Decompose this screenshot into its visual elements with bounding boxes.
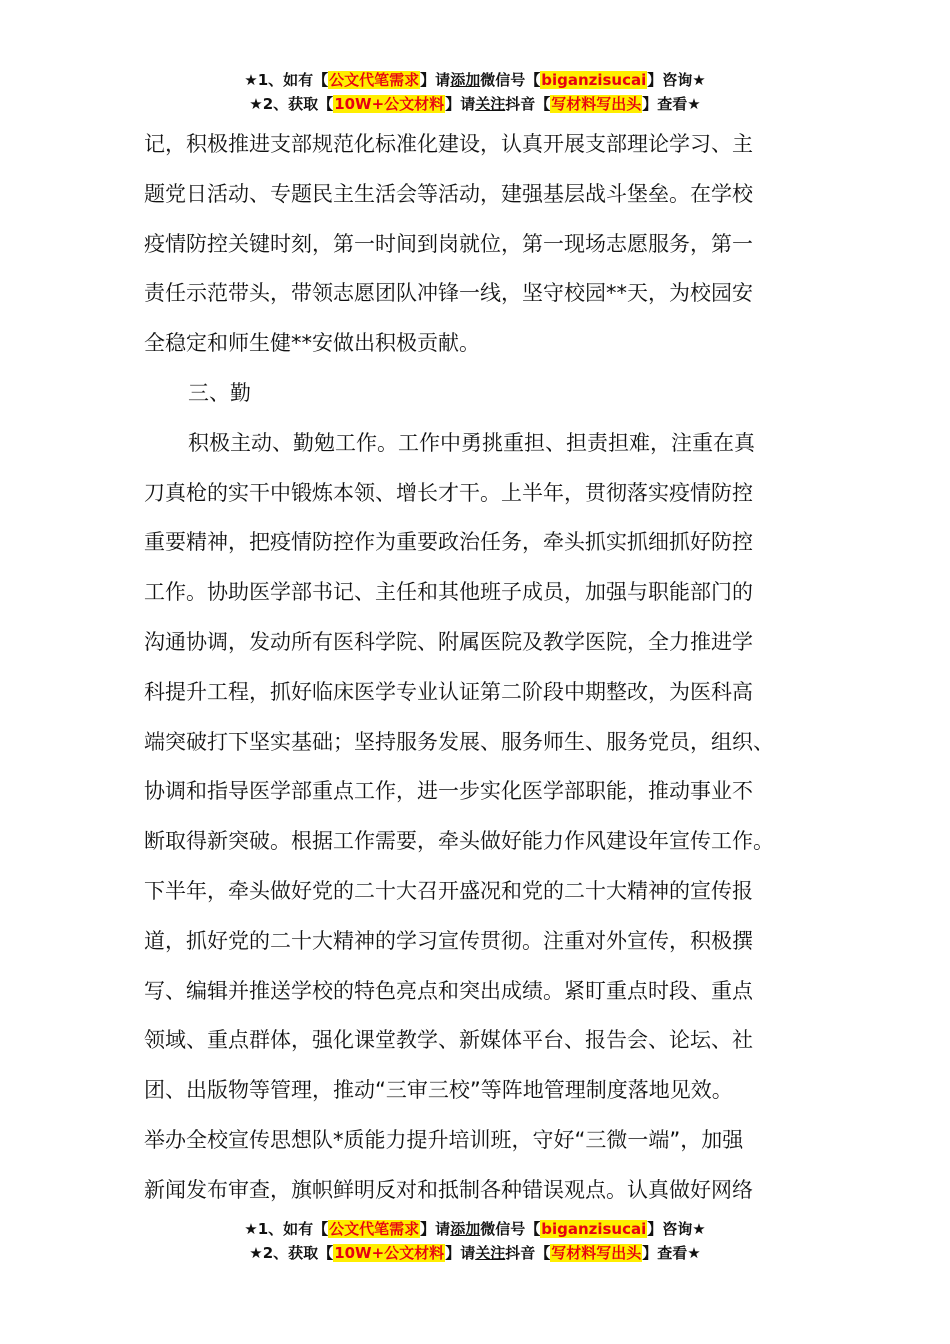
body-line: 协调和指导医学部重点工作，进一步实化医学部职能，推动事业不 bbox=[144, 779, 753, 804]
banner-highlight: biganzisucai bbox=[541, 71, 647, 89]
banner-highlight: 公文代笔需求 bbox=[329, 71, 420, 89]
section-heading: 三、勤 bbox=[188, 380, 251, 405]
banner-line-1 bbox=[0, 1217, 950, 1241]
body-line: 写、编辑并推送学校的特色亮点和突出成绩。紧盯重点时段、重点 bbox=[144, 978, 753, 1003]
body-line: 记，积极推进支部规范化标准化建设，认真开展支部理论学习、主 bbox=[144, 132, 753, 156]
body-line: 新闻发布审查，旗帜鲜明反对和抵制各种错误观点。认真做好网络 bbox=[144, 1177, 753, 1202]
body-line: 责任示范带头，带领志愿团队冲锋一线，坚守校园**天，为校园安 bbox=[144, 281, 753, 306]
banner-highlight: biganzisucai bbox=[541, 1220, 647, 1238]
banner-text: 】查看★ bbox=[642, 1244, 701, 1262]
banner-text: 】查看★ bbox=[642, 95, 701, 113]
footer-banner bbox=[0, 1217, 950, 1265]
body-line: 疫情防控关键时刻，第一时间到岗就位，第一现场志愿服务，第一 bbox=[144, 231, 753, 256]
body-line: 领域、重点群体，强化课堂教学、新媒体平台、报告会、论坛、社 bbox=[144, 1028, 753, 1053]
banner-highlight: 写材料写出头 bbox=[551, 1244, 642, 1262]
banner-underline-text: 关注 bbox=[475, 95, 506, 113]
body-line: 下半年，牵头做好党的二十大召开盛况和党的二十大精神的宣传报 bbox=[144, 878, 753, 903]
body-line: 全稳定和师生健**安做出积极贡献。 bbox=[144, 331, 480, 356]
body-line: 沟通协调，发动所有医科学院、附属医院及教学医院，全力推进学 bbox=[144, 629, 753, 654]
banner-line-2 bbox=[0, 92, 950, 116]
banner-text: 微信号【 bbox=[480, 1220, 541, 1238]
body-line: 题党日活动、专题民主生活会等活动，建强基层战斗堡垒。在学校 bbox=[144, 181, 753, 206]
banner-text: 】咨询★ bbox=[647, 1220, 706, 1238]
banner-text: 】请 bbox=[420, 71, 451, 89]
banner-underline-text: 添加 bbox=[450, 71, 481, 89]
body-line: 团、出版物等管理，推动“三审三校”等阵地管理制度落地见效。 bbox=[144, 1078, 733, 1103]
banner-text: ★2、获取【 bbox=[249, 95, 334, 113]
banner-text: 】请 bbox=[445, 95, 476, 113]
banner-text: 】请 bbox=[420, 1220, 451, 1238]
banner-text: 抖音【 bbox=[505, 1244, 551, 1262]
banner-highlight: 公文代笔需求 bbox=[329, 1220, 420, 1238]
banner-text: 】咨询★ bbox=[647, 71, 706, 89]
banner-underline-text: 添加 bbox=[450, 1220, 481, 1238]
body-line: 道，抓好党的二十大精神的学习宣传贯彻。注重对外宣传，积极撰 bbox=[144, 928, 753, 953]
body-line: 积极主动、勤勉工作。工作中勇挑重担、担责担难，注重在真 bbox=[188, 430, 755, 455]
body-line: 端突破打下坚实基础；坚持服务发展、服务师生、服务党员，组织、 bbox=[144, 729, 774, 754]
banner-highlight: 10W+公文材料 bbox=[334, 1244, 445, 1262]
body-line: 工作。协助医学部书记、主任和其他班子成员，加强与职能部门的 bbox=[144, 580, 753, 605]
body-line: 科提升工程，抓好临床医学专业认证第二阶段中期整改，为医科高 bbox=[144, 679, 753, 704]
body-line: 刀真枪的实干中锻炼本领、增长才干。上半年，贯彻落实疫情防控 bbox=[144, 480, 753, 505]
body-line: 断取得新突破。根据工作需要，牵头做好能力作风建设年宣传工作。 bbox=[144, 829, 774, 854]
banner-text: 】请 bbox=[445, 1244, 476, 1262]
banner-text: ★1、如有【 bbox=[244, 1220, 329, 1238]
banner-underline-text: 关注 bbox=[475, 1244, 506, 1262]
body-line: 重要精神，把疫情防控作为重要政治任务，牵头抓实抓细抓好防控 bbox=[144, 530, 753, 555]
banner-text: 抖音【 bbox=[505, 95, 551, 113]
banner-line-2 bbox=[0, 1241, 950, 1265]
header-banner bbox=[0, 68, 950, 116]
document-body bbox=[144, 120, 834, 1216]
banner-highlight: 10W+公文材料 bbox=[334, 95, 445, 113]
banner-text: ★2、获取【 bbox=[249, 1244, 334, 1262]
banner-highlight: 写材料写出头 bbox=[551, 95, 642, 113]
body-line: 举办全校宣传思想队*质能力提升培训班，守好“三微一端”，加强 bbox=[144, 1127, 744, 1152]
banner-line-1 bbox=[0, 68, 950, 92]
banner-text: 微信号【 bbox=[480, 71, 541, 89]
banner-text: ★1、如有【 bbox=[244, 71, 329, 89]
